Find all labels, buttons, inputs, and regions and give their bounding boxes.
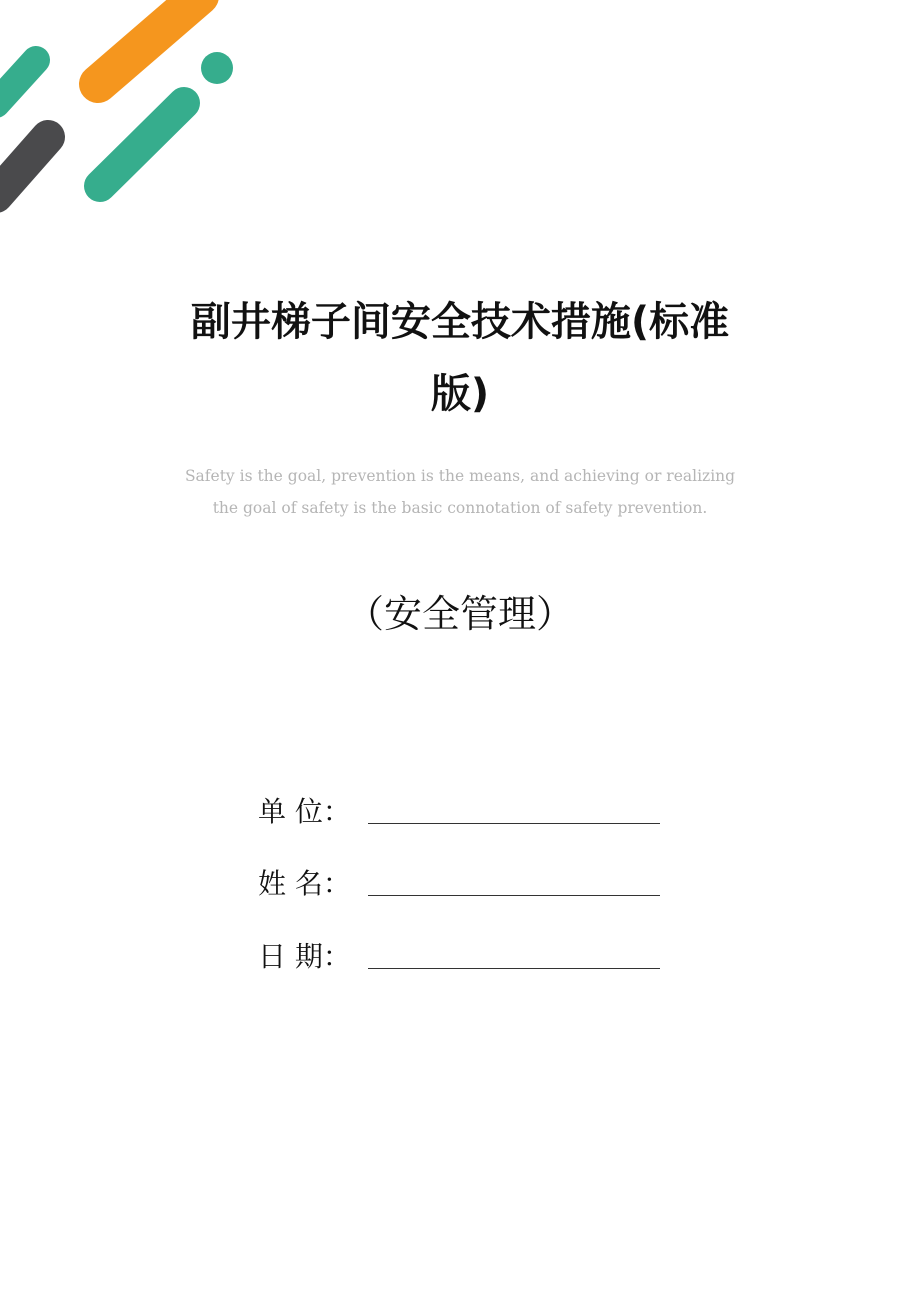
document-title-line-1: 副井梯子间安全技术措施(标准 [190, 299, 730, 345]
subtitle-line-1: Safety is the goal, prevention is the means, and achieving or realizing [184, 467, 736, 485]
gray-stripe [0, 137, 48, 196]
document-title-line-2: 版) [430, 371, 490, 417]
subtitle-line-2: the goal of safety is the basic connotation of safety prevention. [212, 499, 708, 517]
field-date [258, 935, 660, 975]
field-name [258, 862, 660, 902]
green-stripe-long [100, 103, 184, 186]
green-stripe-top-left [0, 60, 36, 104]
document-category: （安全管理） [345, 592, 574, 636]
field-unit-blank-line[interactable] [368, 823, 660, 824]
orange-stripe [98, 0, 200, 84]
field-name-label: 姓 名： [258, 867, 351, 900]
field-date-label: 日 期： [258, 940, 351, 973]
field-name-blank-line[interactable] [368, 895, 660, 896]
decorative-stripes-logo [0, 0, 260, 230]
field-date-blank-line[interactable] [368, 968, 660, 969]
field-unit [258, 790, 660, 830]
field-unit-label: 单 位： [258, 795, 351, 828]
green-dot [201, 52, 233, 84]
